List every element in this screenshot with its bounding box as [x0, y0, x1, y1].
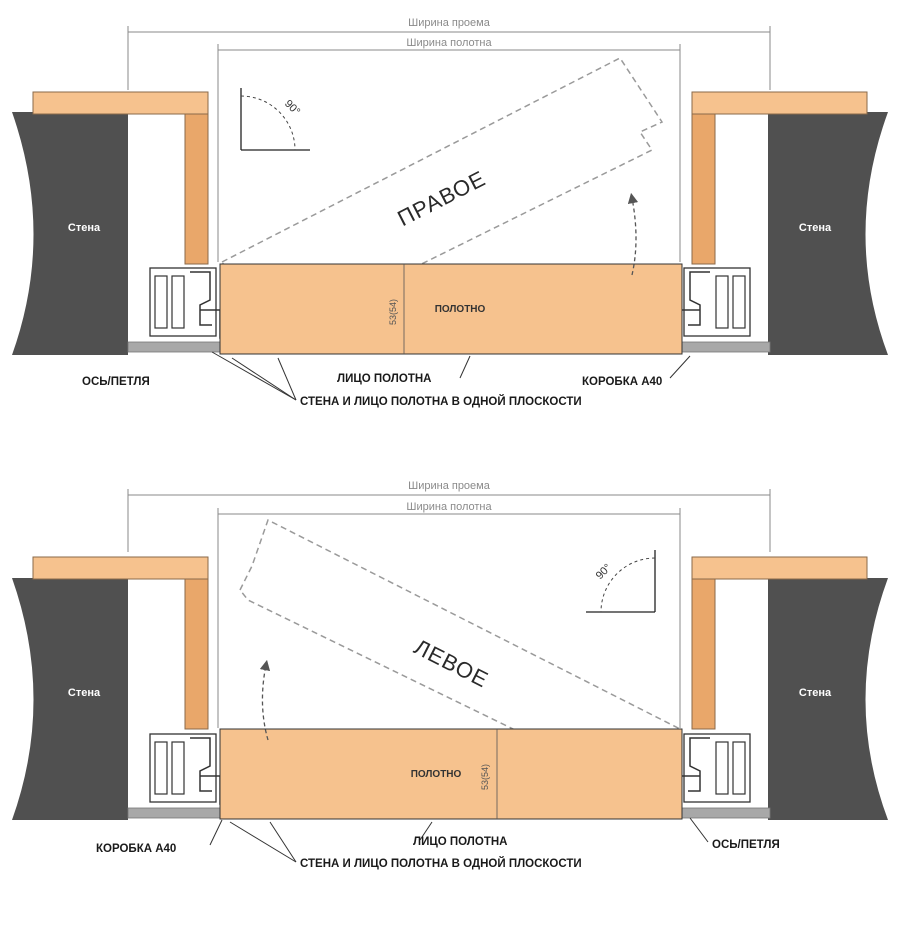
bottom-opening-width-label: Ширина проема [408, 480, 490, 492]
top-swing-arrow [632, 198, 636, 275]
bottom-panel [12, 480, 888, 870]
bottom-left-wall-label: Стена [67, 687, 101, 699]
bottom-opening-width-dimension [128, 480, 770, 552]
bottom-callout-axis-hinge: ОСЬ/ПЕТЛЯ [712, 839, 780, 851]
bottom-callout-flush: СТЕНА И ЛИЦО ПОЛОТНА В ОДНОЙ ПЛОСКОСТИ [300, 858, 582, 870]
bottom-leaf-width-dimension [218, 501, 680, 728]
top-leaf-thickness: 53(54) [388, 298, 398, 326]
top-callout-axis-hinge: ОСЬ/ПЕТЛЯ [82, 376, 150, 388]
top-callout-frame: КОРОБКА А40 [582, 376, 663, 388]
bottom-right-wall [768, 578, 888, 820]
top-callout-leaf-face: ЛИЦО ПОЛОТНА [337, 373, 432, 385]
bottom-swing-label: ЛЕВОЕ [410, 634, 493, 693]
top-angle-symbol [241, 88, 310, 150]
bottom-callout-leaf-face: ЛИЦО ПОЛОТНА [413, 836, 508, 848]
top-left-wall-label: Стена [67, 222, 101, 234]
top-leaf-width-label: Ширина полотна [406, 37, 492, 49]
top-swing-label: ПРАВОЕ [393, 165, 490, 232]
top-right-wall-label: Стена [798, 222, 832, 234]
top-opening-width-label: Ширина проема [408, 17, 490, 29]
bottom-callout-frame: КОРОБКА А40 [96, 843, 177, 855]
bottom-angle-label: 90° [593, 561, 615, 583]
bottom-leaf-thickness: 53(54) [480, 763, 490, 791]
top-opening-width-dimension [128, 17, 770, 90]
top-angle-label: 90° [281, 97, 303, 119]
top-leaf-label: ПОЛОТНО [434, 304, 486, 315]
bottom-right-wall-label: Стена [798, 687, 832, 699]
top-panel [12, 17, 888, 408]
bottom-leaf-label: ПОЛОТНО [410, 769, 462, 780]
bottom-leaf-width-label: Ширина полотна [406, 501, 492, 513]
top-callout-flush: СТЕНА И ЛИЦО ПОЛОТНА В ОДНОЙ ПЛОСКОСТИ [300, 396, 582, 408]
bottom-left-wall [12, 578, 128, 820]
bottom-angle-symbol [586, 550, 655, 612]
